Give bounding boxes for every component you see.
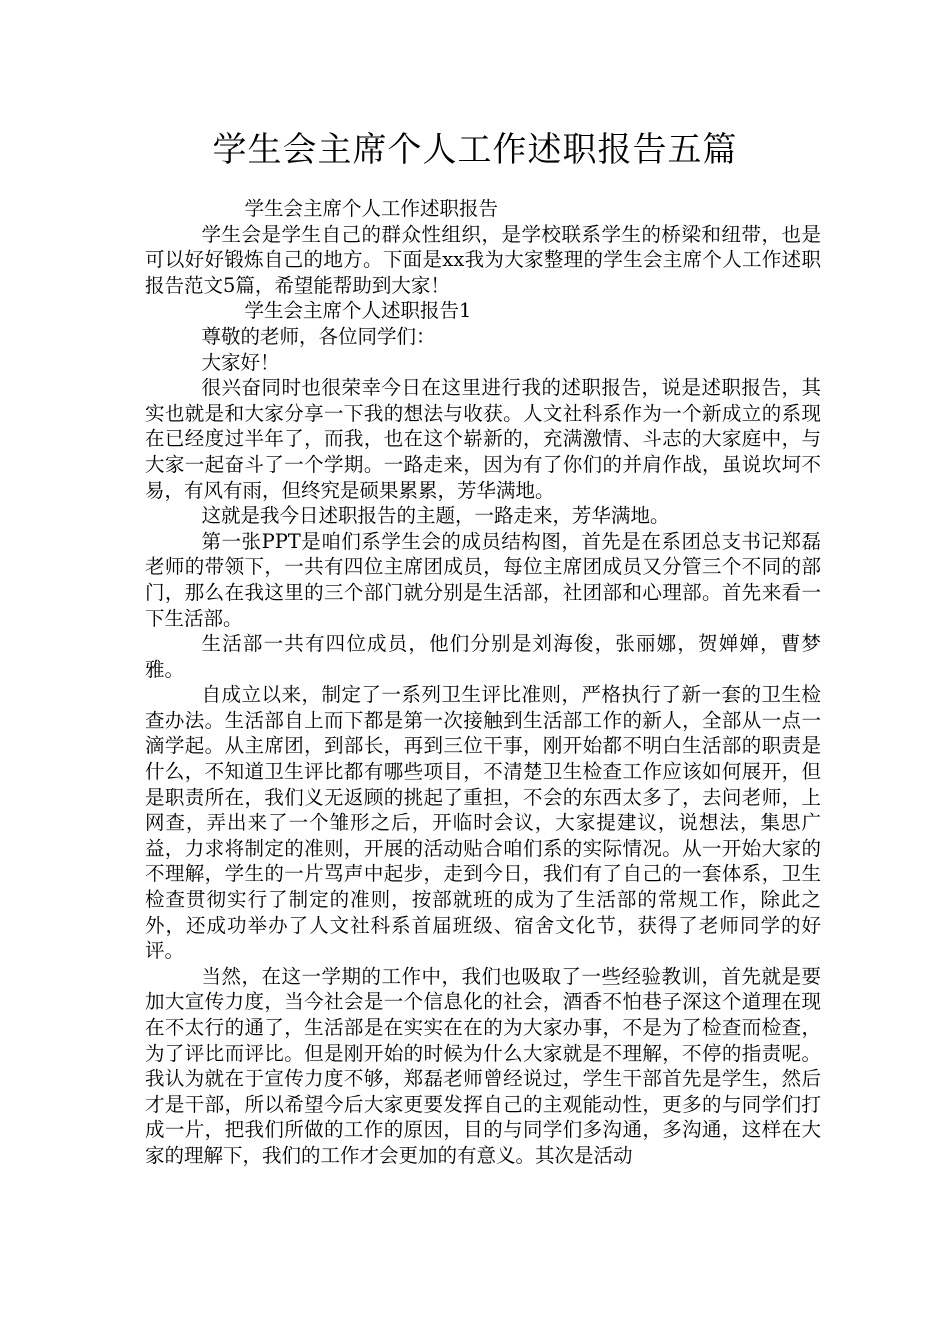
document-body bbox=[145, 196, 821, 1169]
subtitle-paragraph: 学生会主席个人工作述职报告 bbox=[244, 197, 498, 220]
salutation-paragraph: 尊敬的老师，各位同学们： bbox=[201, 324, 436, 348]
document-title: 学生会主席个人工作述职报告五篇 bbox=[212, 130, 738, 170]
section-heading: 学生会主席个人述职报告1 bbox=[244, 299, 472, 323]
body-paragraph: 自成立以来，制定了一系列卫生评比准则，严格执行了新一套的卫生检查办法。生活部自上而下都是第一次接触到生活部工作的新人，全部从一点一滴学起。从主席团，到部长，再到三位干事，刚开始都不明白生活部的职责是什么，不知道卫生评比都有哪些项目，不清楚卫生检查工作应该如何展开，但是职责所在，我们义无返顾的挑起了重担，不会的东西太多了，去问老师，上网查，弄出来了一个雏形之后，开临时会议，大家提建议，说想法，集思广益，力求将制定的准则，开展的活动贴合咱们系的实际情况。从一开始大家的不理解，学生的一片骂声中起步，走到今日，我们有了自己的一套体系，卫生检查贯彻实行了制定的准则，按部就班的成为了生活部的常规工作，除此之外，还成功举办了人文社科系首届班级、宿舍文化节，获得了老师同学的好评。 bbox=[145, 683, 821, 963]
body-paragraph: 生活部一共有四位成员，他们分别是刘海俊，张丽娜，贺婵婵，曹梦雅。 bbox=[145, 632, 821, 681]
body-paragraph: 很兴奋同时也很荣幸今日在这里进行我的述职报告，说是述职报告，其实也就是和大家分享一下我的想法与收获。人文社科系作为一个新成立的系现在已经度过半年了，而我，也在这个崭新的，充满激情、斗志的大家庭中，与大家一起奋斗了一个学期。一路走来，因为有了你们的并肩作战，虽说坎坷不易，有风有雨，但终究是硕果累累，芳华满地。 bbox=[145, 376, 821, 502]
body-paragraph: 第一张PPT是咱们系学生会的成员结构图，首先是在系团总支书记郑磊老师的带领下，一共有四位主席团成员，每位主席团成员又分管三个不同的部门，那么在我这里的三个部门就分别是生活部，社团部和心理部。首先来看一下生活部。 bbox=[145, 529, 821, 630]
greeting-paragraph: 大家好！ bbox=[201, 350, 280, 374]
body-paragraph: 这就是我今日述职报告的主题，一路走来，芳华满地。 bbox=[201, 504, 670, 528]
body-paragraph: 当然，在这一学期的工作中，我们也吸取了一些经验教训，首先就是要加大宣传力度，当今社会是一个信息化的社会，酒香不怕巷子深这个道理在现在不太行的通了，生活部是在实实在在的为大家办事，不是为了检查而检查，为了评比而评比。但是刚开始的时候为什么大家就是不理解，不停的指责呢。我认为就在于宣传力度不够，郑磊老师曾经说过，学生干部首先是学生，然后才是干部，所以希望今后大家更要发挥自己的主观能动性，更多的与同学们打成一片，把我们所做的工作的原因，目的与同学们多沟通，多沟通，这样在大家的理解下，我们的工作才会更加的有意义。其次是活动 bbox=[145, 964, 821, 1167]
intro-paragraph: 学生会是学生自己的群众性组织，是学校联系学生的桥梁和纽带，也是可以好好锻炼自己的地方。下面是xx我为大家整理的学生会主席个人工作述职报告范文5篇，希望能帮助到大家！ bbox=[145, 222, 821, 297]
